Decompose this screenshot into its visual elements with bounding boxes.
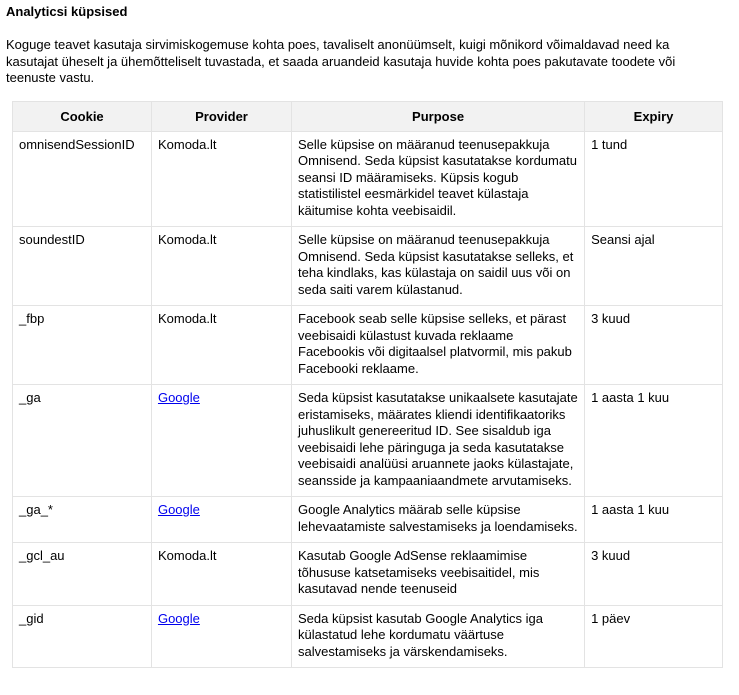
header-provider: Provider — [151, 102, 291, 132]
cell-expiry: 3 kuud — [585, 543, 723, 606]
section-description: Koguge teavet kasutaja sirvimiskogemuse kohta poes, tavaliselt anonüümselt, kuigi mõnikord võimaldavad need ka kasutajat üheselt ja ühemõtteliselt tuvastada, et saada aruandeid kasutaja huvide kohta poes pakutavate toodete või teenuste vastu. — [6, 37, 676, 85]
cell-expiry: 1 tund — [585, 131, 723, 227]
cell-expiry: 3 kuud — [585, 306, 723, 385]
cell-purpose: Google Analytics määrab selle küpsise lehevaatamiste salvestamiseks ja loendamiseks. — [292, 497, 585, 543]
cell-provider — [151, 497, 291, 543]
table-body — [13, 131, 723, 668]
cell-cookie: omnisendSessionID — [13, 131, 152, 227]
cell-cookie: _gcl_au — [13, 543, 152, 606]
table-row — [13, 131, 723, 227]
cell-provider: Komoda.lt — [151, 306, 291, 385]
table-row — [13, 605, 723, 668]
cell-expiry: 1 aasta 1 kuu — [585, 497, 723, 543]
header-row — [13, 102, 723, 132]
cell-provider: Komoda.lt — [151, 131, 291, 227]
cookie-table — [12, 101, 723, 668]
cell-purpose: Selle küpsise on määranud teenusepakkuja Omnisend. Seda küpsist kasutatakse kordumatu seansi ID määramiseks. Küpsis kogub statistilistel eesmärkidel teavet külastaja käitumise kohta veebisaidil. — [292, 131, 585, 227]
header-expiry: Expiry — [585, 102, 723, 132]
provider-link-google[interactable]: Google — [157, 502, 200, 517]
cell-cookie: _ga — [13, 385, 152, 497]
cell-purpose: Seda küpsist kasutab Google Analytics iga külastatud lehe kordumatu väärtuse salvestamiseks ja värskendamiseks. — [292, 605, 585, 668]
section-title: Analyticsi küpsised — [6, 4, 128, 19]
table-row — [13, 385, 723, 497]
cell-provider: Komoda.lt — [151, 543, 291, 606]
table-row — [13, 227, 723, 306]
table-header — [13, 102, 723, 132]
provider-link-google[interactable]: Google — [157, 390, 200, 405]
cell-purpose: Kasutab Google AdSense reklaamimise tõhususe katsetamiseks veebisaitidel, mis kasutavad nende teenuseid — [292, 543, 585, 606]
header-cookie: Cookie — [13, 102, 152, 132]
cell-purpose: Seda küpsist kasutatakse unikaalsete kasutajate eristamiseks, määrates kliendi identifikaatoriks juhuslikult genereeritud ID. See sisaldub iga veebisaidi lehe päringuga ja seda kasutatakse veebisaidi analüüsi aruannete jaoks külastajate, seansside ja kampaaniaandmete arvutamiseks. — [292, 385, 585, 497]
provider-link-google[interactable]: Google — [157, 610, 200, 626]
cell-provider — [151, 385, 291, 497]
cell-cookie: _fbp — [13, 306, 152, 385]
table-row — [13, 306, 723, 385]
cell-expiry: 1 päev — [585, 605, 723, 668]
cell-purpose: Selle küpsise on määranud teenusepakkuja Omnisend. Seda küpsist kasutatakse selleks, et teha kindlaks, kas külastaja on saidil uus või on seda saiti varem külastanud. — [292, 227, 585, 306]
cell-provider: Komoda.lt — [151, 227, 291, 306]
cell-cookie: _ga_* — [13, 497, 152, 543]
cell-purpose: Facebook seab selle küpsise selleks, et pärast veebisaidi külastust kuvada reklaame Facebookis või digitaalsel platvormil, mis pakub Facebooki reklaame. — [292, 306, 585, 385]
cell-expiry: Seansi ajal — [585, 227, 723, 306]
table-row — [13, 497, 723, 543]
cell-provider — [151, 605, 291, 668]
table-row — [13, 543, 723, 606]
cell-cookie: soundestID — [13, 227, 152, 306]
cell-cookie: _gid — [13, 605, 152, 668]
header-purpose: Purpose — [292, 102, 585, 132]
cell-expiry: 1 aasta 1 kuu — [585, 385, 723, 497]
